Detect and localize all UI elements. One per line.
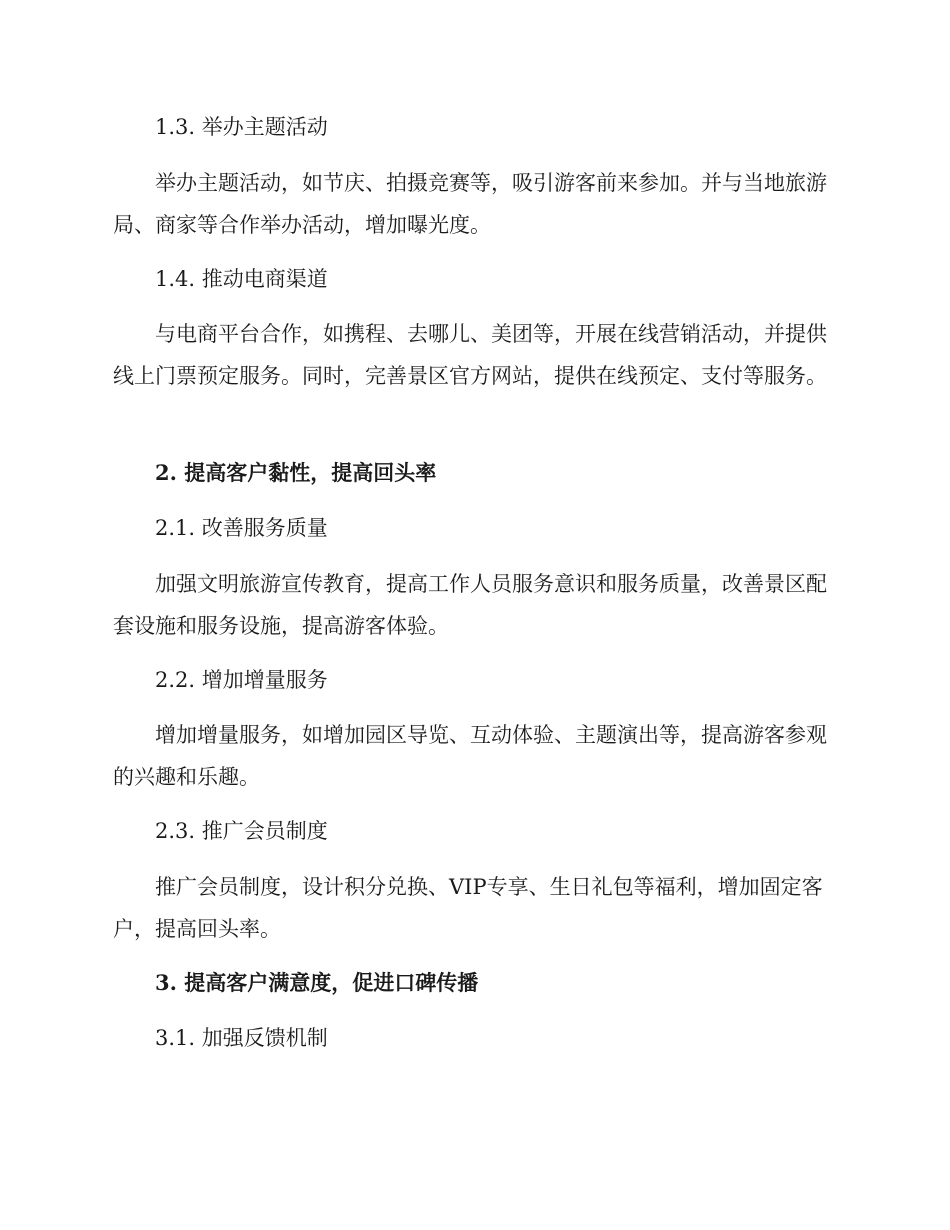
- subheading-2-1: 2.1. 改善服务质量: [155, 516, 328, 540]
- subheading-1-3: 1.3. 举办主题活动: [155, 115, 328, 139]
- paragraph-1-3: 举办主题活动，如节庆、拍摄竞赛等，吸引游客前来参加。并与当地旅游局、商家等合作举办活动，增加曝光度。: [113, 171, 827, 237]
- subheading-1-4: 1.4. 推动电商渠道: [155, 267, 328, 291]
- subheading-3-1: 3.1. 加强反馈机制: [155, 1026, 328, 1050]
- subheading-2-3: 2.3. 推广会员制度: [155, 819, 328, 843]
- subheading-2-2: 2.2. 增加增量服务: [155, 668, 328, 692]
- paragraph-2-2: 增加增量服务，如增加园区导览、互动体验、主题演出等，提高游客参观的兴趣和乐趣。: [113, 723, 827, 789]
- paragraph-2-3: 推广会员制度，设计积分兑换、VIP专享、生日礼包等福利，增加固定客户，提高回头率。: [113, 875, 823, 941]
- heading-2: 2. 提高客户黏性，提高回头率: [155, 460, 437, 485]
- paragraph-2-1: 加强文明旅游宣传教育，提高工作人员服务意识和服务质量，改善景区配套设施和服务设施，提高游客体验。: [113, 572, 827, 638]
- heading-3: 3. 提高客户满意度，促进口碑传播: [155, 970, 479, 995]
- paragraph-1-4: 与电商平台合作，如携程、去哪儿、美团等，开展在线营销活动，并提供线上门票预定服务。同时，完善景区官方网站，提供在线预定、支付等服务。: [113, 322, 827, 388]
